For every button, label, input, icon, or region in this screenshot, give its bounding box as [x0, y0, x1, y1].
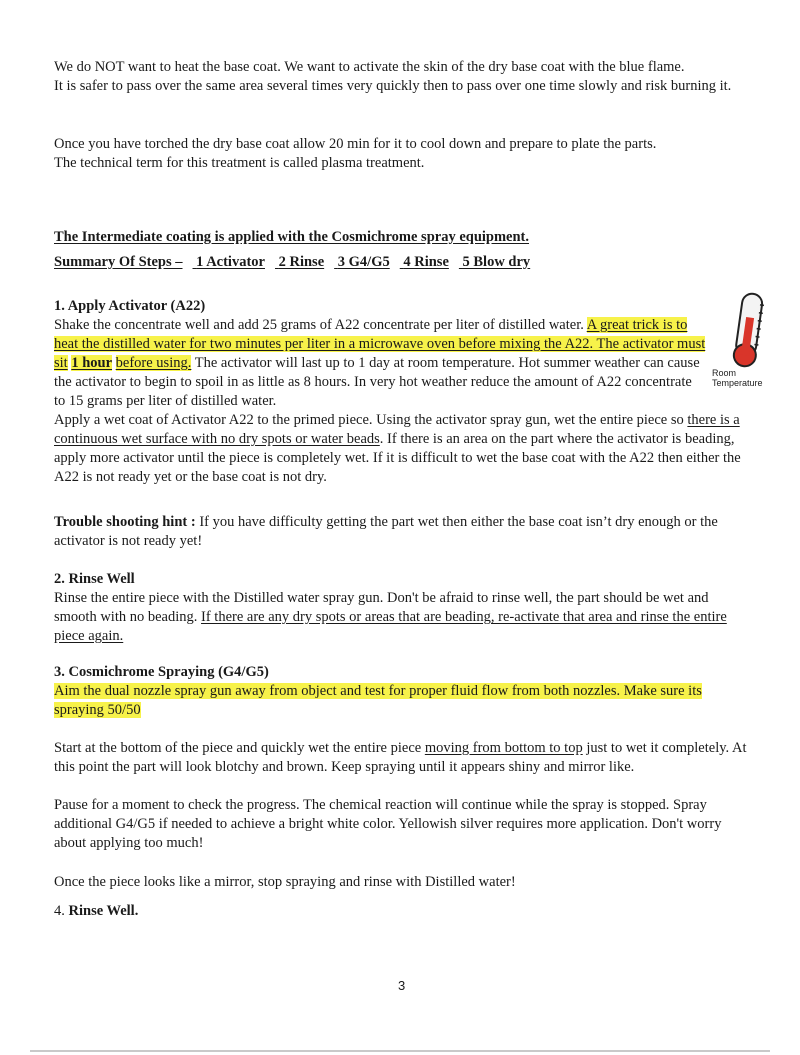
step3-highlight-text: Aim the dual nozzle spray gun away from object and test for proper fluid flow from both nozzles. Make sure its spraying 50/50 — [54, 683, 702, 718]
summary-step-1: 1 Activator — [196, 254, 265, 270]
step3-p2-text-a: Start at the bottom of the piece and quickly wet the entire piece — [54, 740, 422, 756]
summary-step-2: 2 Rinse — [278, 254, 325, 270]
step3-highlight — [54, 682, 754, 720]
step3-paragraph-4: Once the piece looks like a mirror, stop spraying and rinse with Distilled water! — [54, 874, 516, 890]
step1-title: 1. Apply Activator (A22) — [54, 298, 206, 314]
step3-paragraph-2 — [54, 739, 754, 777]
torch-line-1: Once you have torched the dry base coat allow 20 min for it to cool down and prepare to plate the parts. — [54, 136, 657, 152]
step1-text-a: Shake the concentrate well and add 25 grams of A22 concentrate per liter of distilled water. — [54, 317, 584, 333]
thermometer-label-temperature: Temperature — [712, 378, 763, 388]
summary-step-4: 4 Rinse — [403, 254, 449, 270]
page-number: 3 — [398, 978, 406, 993]
step3-title: 3. Cosmichrome Spraying (G4/G5) — [54, 664, 269, 680]
scan-edge-line — [30, 1050, 770, 1052]
step2-text-a: Rinse the entire piece with the Distilled water spray gun. Don't be afraid to rinse well, the part should be wet and smooth with no beading. — [54, 590, 709, 625]
intro-line-2: It is safer to pass over the same area several times very quickly then to pass over one time slowly and risk burning it. — [54, 78, 732, 94]
step1-highlight-a: A great trick is to heat the distilled water for two minutes per liter in a microwave oven before mixing the A22. The activator must sit — [54, 317, 706, 371]
torch-paragraph — [54, 135, 754, 173]
step2-title-rest: . Rinse Well — [61, 571, 135, 587]
thermometer-label-room: Room — [712, 368, 737, 378]
summary-step-3: 3 G4/G5 — [337, 254, 390, 270]
intro-paragraph — [54, 58, 754, 96]
step1-p2-text-a: Apply a wet coat of Activator A22 to the primed piece. Using the activator spray gun, wet the entire piece so — [54, 412, 684, 428]
step4-num: 4. — [54, 903, 65, 919]
summary-label: Summary Of Steps – — [54, 254, 183, 270]
step1-text-b: The activator will last up to 1 day at room temperature. Hot summer weather can cause the activator to begin to spoil in as little as 8 hours. In very hot weather reduce the amount of A22 concentrate to 15 grams per liter of distilled water. — [54, 355, 700, 409]
thermometer-label — [712, 368, 763, 388]
step3-p2-underlined: moving from bottom to top — [424, 740, 583, 756]
summary-of-steps — [54, 253, 754, 272]
summary-step-5: 5 Blow dry — [462, 254, 531, 270]
step1-p2-text-b: . If there is an area on the part where the activator is beading, apply more activator until the piece is completely wet. If it is difficult to wet the base coat with the A22 then either the A22 is not ready yet or the base coat is not dry. — [54, 431, 741, 485]
step1-p2-underlined: there is a continuous wet surface with no dry spots or water beads — [54, 412, 740, 447]
troubleshooting-hint — [54, 513, 754, 551]
step3-p2-text-b: just to wet it completely. At this point the part will look blotchy and brown. Keep spraying until it appears shiny and mirror like. — [54, 740, 747, 775]
torch-line-2: The technical term for this treatment is called plasma treatment. — [54, 155, 425, 171]
step1-paragraph-1 — [54, 316, 706, 411]
step1-highlight-bold: 1 hour — [71, 355, 113, 371]
step1-paragraph-2 — [54, 411, 754, 487]
troubleshooting-label: Trouble shooting hint : — [54, 514, 196, 530]
intermediate-heading: The Intermediate coating is applied with the Cosmichrome spray equipment. — [54, 229, 530, 245]
step3-paragraph-3: Pause for a moment to check the progress. The chemical reaction will continue while the spray is stopped. Spray additional G4/G5 if needed to achieve a bright white color. Yellowish silver requires more application. Don't worry about applying too much! — [54, 797, 722, 851]
step4-title-text: Rinse Well. — [68, 903, 139, 919]
step2-title-num: 2 — [54, 571, 62, 587]
step2-paragraph — [54, 589, 754, 646]
troubleshooting-text: If you have difficulty getting the part wet then either the base coat isn’t dry enough or the activator is not ready yet! — [54, 514, 718, 549]
step1-highlight-b: before using. — [115, 355, 192, 371]
step4-title — [54, 902, 754, 921]
step2-title — [54, 570, 754, 589]
step2-underlined: If there are any dry spots or areas that are beading, re-activate that area and rinse the entire piece again. — [54, 609, 727, 644]
intro-line-1: We do NOT want to heat the base coat. We want to activate the skin of the dry base coat with the blue flame. — [54, 59, 685, 75]
